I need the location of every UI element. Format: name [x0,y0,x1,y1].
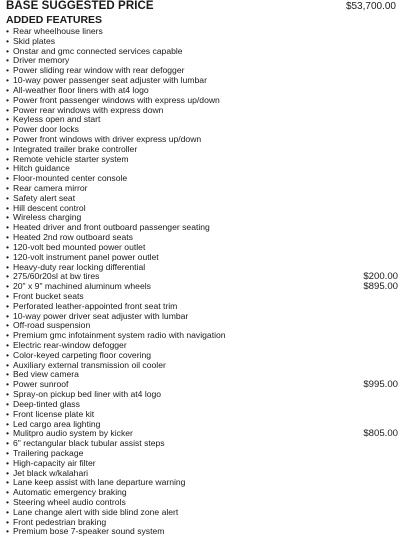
bullet-icon: • [6,290,10,301]
feature-label: Front pedestrian braking [13,516,107,527]
bullet-icon: • [6,497,10,507]
feature-label: Front bucket seats [13,290,84,301]
feature-item [6,527,400,537]
base-price-row [6,0,396,13]
feature-label: Perforated leather-appointed front seat trim [13,300,178,311]
feature-price: $895.00 [363,281,398,293]
feature-label: Power door locks [13,124,79,135]
feature-label: Premium gmc infotainment system radio with navigation [13,330,226,341]
bullet-icon: • [6,438,10,449]
bullet-icon: • [6,467,10,478]
feature-label: Power rear windows with express down [13,104,164,115]
feature-label: 120-volt instrument panel power outlet [13,251,159,262]
bullet-icon: • [6,330,10,341]
bullet-icon: • [6,133,10,144]
feature-label: Rear camera mirror [13,183,88,193]
bullet-icon: • [6,65,10,76]
bullet-icon: • [6,281,10,292]
feature-label: Rear wheelhouse liners [13,26,103,36]
feature-label: 10-way power driver seat adjuster with lumbar [13,310,189,321]
bullet-icon: • [6,55,10,66]
feature-price: $805.00 [363,428,398,440]
feature-label: 10-way power passenger seat adjuster with lumbar [13,75,207,86]
feature-label: Keyless open and start [13,114,101,125]
feature-label: Off-road suspension [13,320,91,331]
bullet-icon: • [6,45,10,56]
feature-list [6,27,400,537]
bullet-icon: • [6,251,10,262]
bullet-icon: • [6,271,10,282]
feature-label: 20" x 9" machined aluminum wheels [13,281,151,292]
feature-label: Spray-on pickup bed liner with at4 logo [13,389,162,400]
bullet-icon: • [6,389,10,400]
feature-label: Wireless charging [13,212,82,223]
bullet-icon: • [6,310,10,321]
bullet-icon: • [6,26,10,36]
bullet-icon: • [6,232,10,243]
feature-label: Lane keep assist with lane departure warning [13,477,186,488]
added-features-title: ADDED FEATURES [6,14,103,26]
bullet-icon: • [6,359,10,370]
feature-label: Trailering package [13,447,84,458]
feature-label: Heavy-duty rear locking differential [13,261,146,272]
feature-label: High-capacity air filter [13,457,96,468]
feature-label: Jet black w/kalahari [13,467,88,478]
bullet-icon: • [6,379,10,390]
feature-label: Hitch guidance [13,163,70,174]
feature-label: Heated driver and front outboard passenger seating [13,222,210,233]
feature-label: 275/60r20sl at bw tires [13,271,100,282]
bullet-icon: • [6,212,10,223]
bullet-icon: • [6,222,10,233]
feature-label: Power sunroof [13,379,69,390]
bullet-icon: • [6,340,10,350]
feature-label: Lane change alert with side blind zone alert [13,506,179,517]
feature-label: Mulitpro audio system by kicker [13,428,133,439]
bullet-icon: • [6,320,10,331]
feature-label: Electric rear-window defogger [13,340,127,350]
bullet-icon: • [6,143,10,154]
bullet-icon: • [6,398,10,409]
feature-label: Front license plate kit [13,408,95,419]
feature-label: Power front passenger windows with express up/down [13,94,220,105]
bullet-icon: • [6,408,10,419]
bullet-icon: • [6,300,10,311]
bullet-icon: • [6,506,10,517]
feature-label: Power sliding rear window with rear defogger [13,65,185,76]
bullet-icon: • [6,526,10,537]
feature-label: Premium bose 7-speaker sound system [13,526,165,537]
feature-label: Led cargo area lighting [13,418,101,429]
bullet-icon: • [6,124,10,135]
bullet-icon: • [6,369,10,380]
feature-label: Bed view camera [13,369,79,380]
feature-label: Integrated trailer brake controller [13,143,138,154]
bullet-icon: • [6,487,10,498]
bullet-icon: • [6,447,10,458]
bullet-icon: • [6,75,10,86]
feature-label: Remote vehicle starter system [13,153,129,164]
feature-item [6,27,400,37]
feature-label: Onstar and gmc connected services capable [13,45,183,56]
bullet-icon: • [6,192,10,203]
base-price-title: BASE SUGGESTED PRICE [6,0,154,12]
bullet-icon: • [6,241,10,252]
feature-label: Driver memory [13,55,70,66]
feature-label: Skid plates [13,35,56,46]
feature-label: Auxiliary external transmission oil cooler [13,359,166,370]
feature-label: 6" rectangular black tubular assist steps [13,438,165,449]
bullet-icon: • [6,349,10,360]
bullet-icon: • [6,261,10,272]
feature-label: Hill descent control [13,202,86,213]
bullet-icon: • [6,153,10,164]
bullet-icon: • [6,183,10,193]
bullet-icon: • [6,477,10,488]
feature-label: Color-keyed carpeting floor covering [13,349,152,360]
feature-label: Floor-mounted center console [13,173,128,184]
feature-label: Heated 2nd row outboard seats [13,232,133,243]
bullet-icon: • [6,418,10,429]
feature-label: 120-volt bed mounted power outlet [13,241,146,252]
feature-label: Safety alert seat [13,192,76,203]
base-price-value: $53,700.00 [345,1,396,12]
bullet-icon: • [6,84,10,95]
feature-label: Automatic emergency braking [13,487,127,498]
bullet-icon: • [6,173,10,184]
bullet-icon: • [6,457,10,468]
bullet-icon: • [6,94,10,105]
feature-label: Power front windows with driver express up/down [13,133,202,144]
bullet-icon: • [6,163,10,174]
feature-label: All-weather floor liners with at4 logo [13,84,149,95]
bullet-icon: • [6,202,10,213]
feature-label: Deep-tinted glass [13,398,80,409]
bullet-icon: • [6,516,10,527]
feature-price: $200.00 [363,271,398,283]
bullet-icon: • [6,428,10,439]
feature-price: $995.00 [363,379,398,391]
feature-label: Steering wheel audio controls [13,497,126,507]
bullet-icon: • [6,35,10,46]
bullet-icon: • [6,104,10,115]
bullet-icon: • [6,114,10,125]
